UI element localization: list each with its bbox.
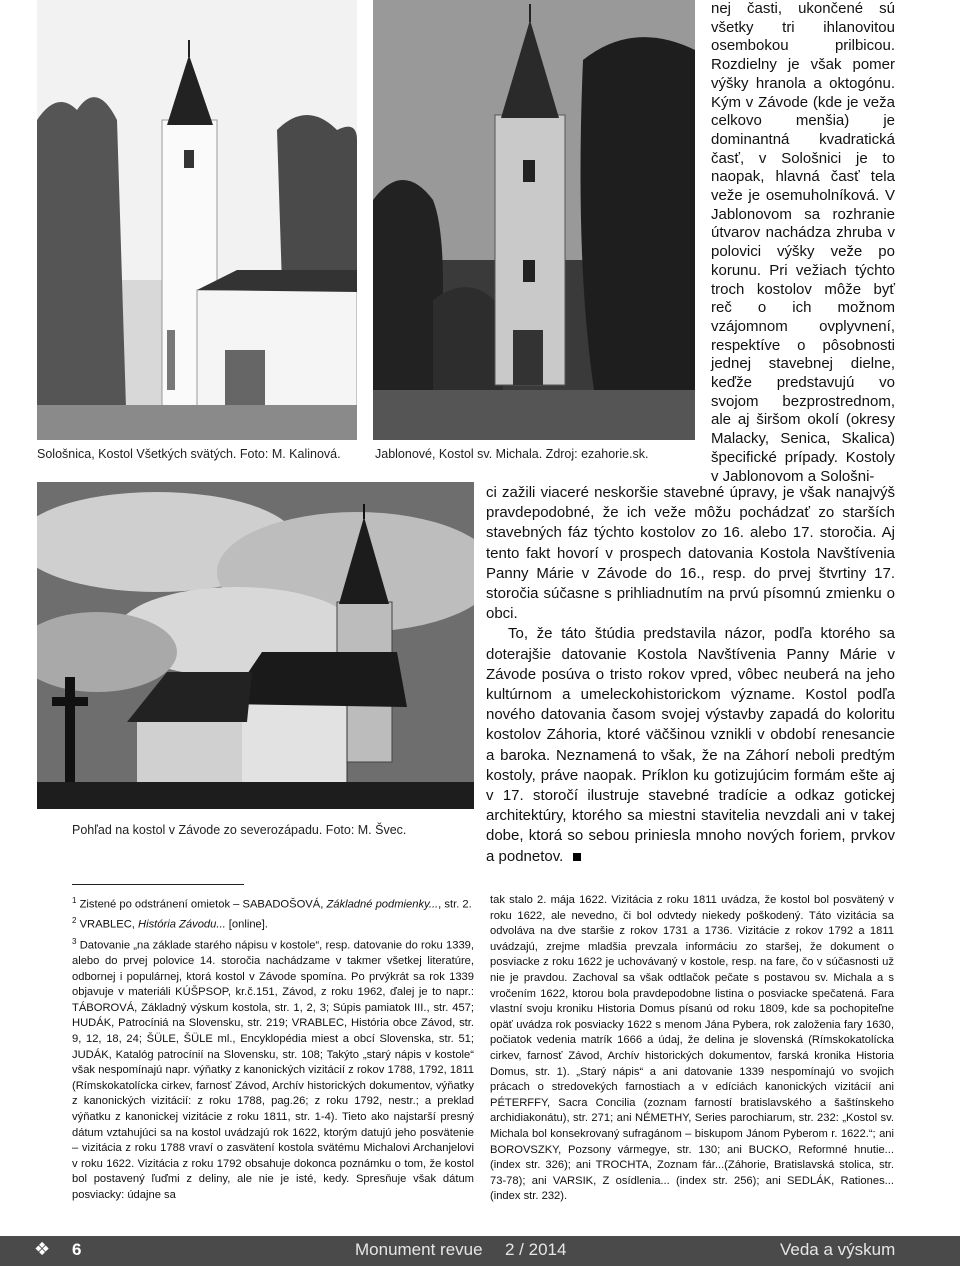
photo3-caption: Pohľad na kostol v Závode zo severozápadu. Foto: M. Švec. [72,823,407,837]
section-title: Veda a výskum [780,1240,896,1259]
body-paragraph-2 [486,624,895,866]
journal-title: Monument revue [355,1240,483,1259]
body-text-wrap [711,0,895,486]
footnote-2: $^2$ VRABLEC, História Závodu... [online]. [72,916,268,932]
end-mark-icon [573,853,581,861]
page-footer [0,1236,960,1266]
footnote-3-number: 3 [72,936,77,946]
footnote-3: $^3$ Datovanie „na základe starého nápisu v kostole“, resp. datovanie do roku 1339, alebo do prvej polovice 14. storočia nachádzame v takmer všetkej literatúre, odbornej i populárnej, ktorá kostol v Závode spomína. Po prvýkrát sa rok 1339 objavuje v materiáli KÚŠPSOP, kr.č.151, Závod, z roku 1962, ďalej je to napr.: TÁBOROVÁ, Základný výskum kostola, str. 1, 2, 3; Súpis pamiatok III., str. 457; HUDÁK, Patrocíniá na Slovensku, str. 219; VRABLEC, História obce Závod, str. 9, 12, 18, 24; ŠÜLE, ŠÜLE ml., Encyklopédia miest a obcí Slovenska, str. 51; JUDÁK, Katalóg patrocínií na Slovensku, str. 108; Takýto „starý nápis v kostole“ však nespomínajú napr. výňatky z kanonických vizitácií z rokov 1788, 1792, 1811 (Rímskokatolícka cirkev, farnosť Závod, Archív historických dokumentov, výňatky z kanonických vizitácií: z roku 1788, pag.26; z roku 1792, nestr.; a preklad výňatku z kanonickej vizitácie z roku 1811, str. 1-4). Tieto ako najstarší presný dátum vztahujúci sa na kostol uvádzajú rok 1622, ktorým datujú jeho posvätenie – vizitácia z roku 1788 vraví o zasvätení kostola svätému Michalovi Archanjelovi v roku 1622. Vizitácia z roku 1792 obsahuje dokonca poznámku o tom, že kostol bol postavený ľuďmi z deliny, ale nie je isté, kedy. Spresňuje však dátum posviacky: údajne sa [72,936,474,1201]
body-text-continuation: nej časti, ukončené sú všetky tri ihlanovitou osembokou prilbicou. Rozdielny je však pomer výšky hranola a oktogónu. Kým v Závode (kde je veža celkovo menšia) je dominantná kvadratická časť, v Sološnici je to naopak, hlavná časť tela veže je osemuholníková. V Jablonovom sa rozhranie útvarov nachádza zhruba v polovici výšky veže po korunu. Pri vežiach týchto troch kostolov môže byť reč o ich možnom vzájomnom ovplyvnení, respektíve o pôsobnosti jednej stavebnej dielne, keďže predstavujú vo svojom bezprostrednom, ale aj širšom okolí (okresy Malacky, Senica, Skalica) špecifické prípady. Kostoly v Jablonovom a Sološni- [711,0,895,485]
page-number: 6 [72,1240,82,1259]
journal-issue: 2 / 2014 [505,1240,567,1259]
footnote-divider [72,884,244,885]
footnotes-left [72,893,474,1203]
photo-solosnica-church [37,0,357,440]
body-paragraph-2-text: To, že táto štúdia predstavila názor, podľa ktorého sa doterajšie datovanie Kostola Navštívenia Panny Márie v Závode posúva o tristo rokov vpred, vôbec neuberá na jeho kultúrnom a umeleckohistorickom význame. Kostol podľa nového datovania časom svojej výstavby zapadá do koloritu kostolov Záhoria, ktoré väčšinou vznikli v období renesancie a baroka. Neznamená to však, že na Záhorí neboli predtým kostoly, práve naopak. Príklon ku gotizujúcim formám ešte aj v 17. storočí ilustruje stavebné tradície a odkaz gotickej architektúry, ktorého sa miestni stavitelia nevzdali ani v takej dobe, ktorá so sebou priniesla mnoho nových foriem, prvkov a podnetov. [486,625,895,865]
footnotes-right [490,893,894,1205]
photo1-caption: Sološnica, Kostol Všetkých svätých. Foto: M. Kalinová. [37,447,341,461]
footnote-1-number: 1 [72,896,77,905]
body-text-main [486,483,895,867]
ornament-icon: ❖ [34,1239,51,1259]
footnote-3-continuation: tak stalo 2. mája 1622. Vizitácia z roku 1811 uvádza, že kostol bol posvätený v roku 1622, ale nevedno, či bol odvtedy niekedy poškodený. Táto vizitácia sa odvoláva na dve staršie z rokov 1731 a 1736. Vizitácie z rokov 1792 a 1811 uvádzajú, zrejme mladšia prevzala informáciu zo staršej, že dokument o posviacke z roku 1622 je uchovávaný v kostole, resp. na fare, čo v súčasnosti už nie je pravdou. Zachoval sa však odtlačok pečate s postavou sv. Michala a s vročením 1622, ktorou bola pravdepodobne listina o posviacke spečatená. Fara vlastní svoju kroniku Historia Domus písanú od roku 1809, kde sa pochopiteľne opäť uvádza rok posviacky 1622 s menom Jána Pybera, rok založenia fary 1630, počiatok vedenia matrík 1666 a údaj, že delina je slovenská (Rímskokatolícka cirkev, farnosť Závod, Archív historických dokumentov, farská kronika Historia Domus, str. 1). „Starý nápis“ a ani datovanie 1339 nespomínajú vo svojich prácach o stredovekých farnostiach a v edíciách kanonických vizitácií ani PÉTERFFY, Sacra Concilia (zoznam farností bratislavského a šaštínskeho archidiakonátu), str. 271; ani NÉMETHY, Series parochiarum, str. 232: „Kostol sv. Michala bol konsekrovaný sufragánom – biskupom Jánom Pyberom r. 1622.“; ani BOROVSZKY, Pozsony vármegye, str. 130; ani BUCKO, Reformné hnutie... (index str. 326); ani TROCHTA, Zoznam fár...(Záhorie, Bratislavská stolica, str. 73-78); ani VARSIK, Z osídlenia... (index str. 256); ani SEDLÁK, Rationes... (index str. 232). [490,894,894,1203]
photo-jablonove-church [373,0,695,440]
photo2-caption: Jablonové, Kostol sv. Michala. Zdroj: ezahorie.sk. [375,447,649,461]
body-paragraph-1: ci zažili viaceré neskoršie stavebné úpravy, je však nanajvýš pravdepodobné, že ich veže môžu pochádzať zo starších stavebných fáz týchto kostolov zo 16. alebo 17. storočia. Aj tento fakt hovorí v prospech datovania Kostola Navštívenia Panny Márie v Závode do 16., resp. do prvej štvrtiny 17. storočia súčasne s prihliadnutím na prvú písomnú zmienku o obci. [486,484,895,623]
footnote-2-number: 2 [72,916,77,926]
footnote-1: $^1$ Zistené po odstránení omietok – SABADOŠOVÁ, Základné podmienky..., str. 2. [72,896,472,911]
photo-zavod-church [37,482,474,809]
